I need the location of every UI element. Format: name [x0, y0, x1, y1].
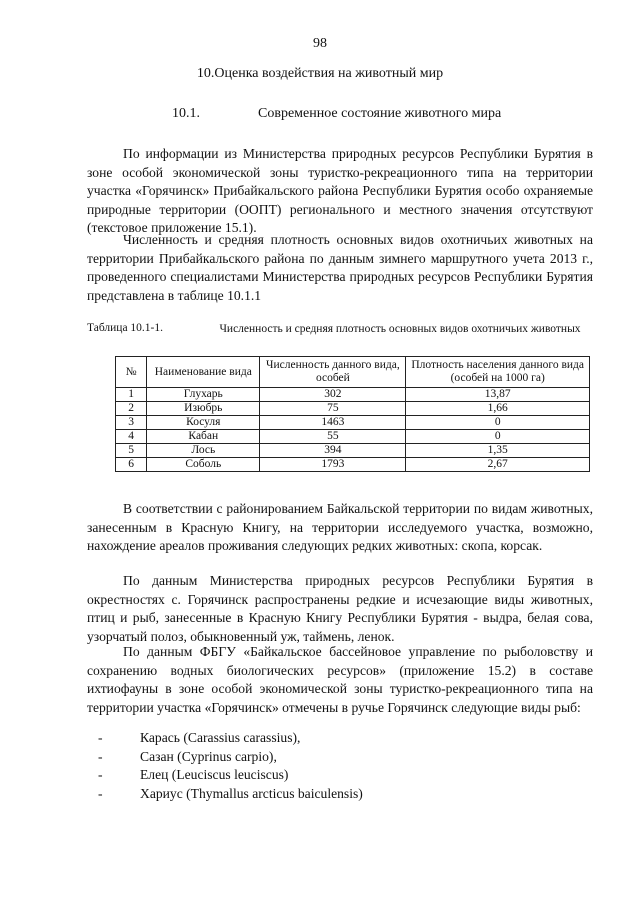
paragraph-rare-species: По данным Министерства природных ресурсов Республики Бурятия в окрестностях с. Горячинск распространены редкие и исчезающие виды животных, птиц и рыб, занесенные в Красную Книгу Республики Бурятия - выдра, белая сова, узорчатый полоз, обыкновенный уж, таймень, ленок.: [87, 573, 593, 644]
table-cell: 1793: [260, 458, 406, 472]
animal-census-table: [115, 356, 590, 472]
table-cell: 75: [260, 402, 406, 416]
table-cell: 1,66: [406, 402, 590, 416]
table-row: [116, 388, 590, 402]
list-bullet: -: [98, 767, 103, 782]
table-cell: 5: [116, 444, 147, 458]
list-item-text: Карась (Carassius carassius),: [140, 730, 301, 745]
table-cell: Лось: [147, 444, 260, 458]
table-header-cell: №: [116, 357, 147, 388]
table-cell: 13,87: [406, 388, 590, 402]
table-cell: Косуля: [147, 416, 260, 430]
table-row: [116, 416, 590, 430]
table-cell: 55: [260, 430, 406, 444]
table-header-row: [116, 357, 590, 388]
table-cell: 0: [406, 430, 590, 444]
table-cell: 1463: [260, 416, 406, 430]
table-row: [116, 402, 590, 416]
list-item: [87, 729, 363, 748]
table-cell: 302: [260, 388, 406, 402]
list-item-text: Хариус (Thymallus arcticus baiculensis): [140, 785, 363, 801]
paragraph-oopt: По информации из Министерства природных ресурсов Республики Бурятия в зоне особой экономической зоны туристко-рекреационного типа на территории участка «Горячинск» Прибайкальского района Республики Бурятия особо охраняемые природные территории (ООПТ) регионального и местного значения отсутствуют (текстовое приложение 15.1).: [87, 146, 593, 235]
subsection-number: 10.1.: [172, 106, 200, 121]
list-bullet: -: [98, 748, 103, 764]
table-cell: 2,67: [406, 458, 590, 472]
table-caption-title: Численность и средняя плотность основных видов охотничьих животных: [219, 323, 581, 335]
table-cell: Соболь: [147, 458, 260, 472]
table-row: [116, 430, 590, 444]
table-cell: 1: [116, 388, 147, 402]
table-cell: 4: [116, 430, 147, 444]
paragraph-ichthyofauna: По данным ФБГУ «Байкальское бассейновое управление по рыболовству и сохранению водных биологических ресурсов» (приложение 15.2) в составе ихтиофауны в зоне особой экономической зоны туристко-рекреационного типа на территории участка «Горячинск» отмечены в ручье Горячинск следующие виды рыб:: [87, 644, 593, 715]
fish-species-list: [87, 729, 363, 803]
table-cell: 2: [116, 402, 147, 416]
paragraph-census: Численность и средняя плотность основных видов охотничьих животных на территории Прибайкальского района по данным зимнего маршрутного учета 2013 г., проведенного специалистами Министерства природных ресурсов Республики Бурятия представлена в таблице 10.1.1: [87, 232, 593, 303]
list-bullet: -: [98, 730, 103, 745]
list-bullet: -: [98, 785, 103, 801]
table-cell: 1,35: [406, 444, 590, 458]
page-number: 98: [313, 36, 327, 51]
table-header-cell: Численность данного вида, особей: [260, 357, 406, 388]
table-cell: 6: [116, 458, 147, 472]
table-cell: 394: [260, 444, 406, 458]
table-cell: Изюбрь: [147, 402, 260, 416]
table-row: [116, 458, 590, 472]
table-cell: Кабан: [147, 430, 260, 444]
list-item: [87, 766, 363, 785]
table-header-cell: Плотность населения данного вида (особей на 1000 га): [406, 357, 590, 388]
table-cell: Глухарь: [147, 388, 260, 402]
list-item: [87, 785, 363, 804]
table-row: [116, 444, 590, 458]
table-cell: 0: [406, 416, 590, 430]
table-caption-label: Таблица 10.1-1.: [87, 322, 164, 334]
list-item: [87, 748, 363, 767]
table-cell: 3: [116, 416, 147, 430]
section-heading: 10.Оценка воздействия на животный мир: [196, 66, 444, 81]
subsection-title: Современное состояние животного мира: [258, 106, 502, 121]
list-item-text: Елец (Leuciscus leuciscus): [140, 767, 289, 782]
paragraph-red-book-zoning: В соответствии с районированием Байкальской территории по видам животных, занесенным в Красную Книгу, на территории исследуемого участка, возможно, нахождение ареалов проживания следующих редких животных: скопа, корсак.: [87, 501, 593, 553]
list-item-text: Сазан (Cyprinus carpio),: [140, 748, 277, 764]
table-header-cell: Наименование вида: [147, 357, 260, 388]
